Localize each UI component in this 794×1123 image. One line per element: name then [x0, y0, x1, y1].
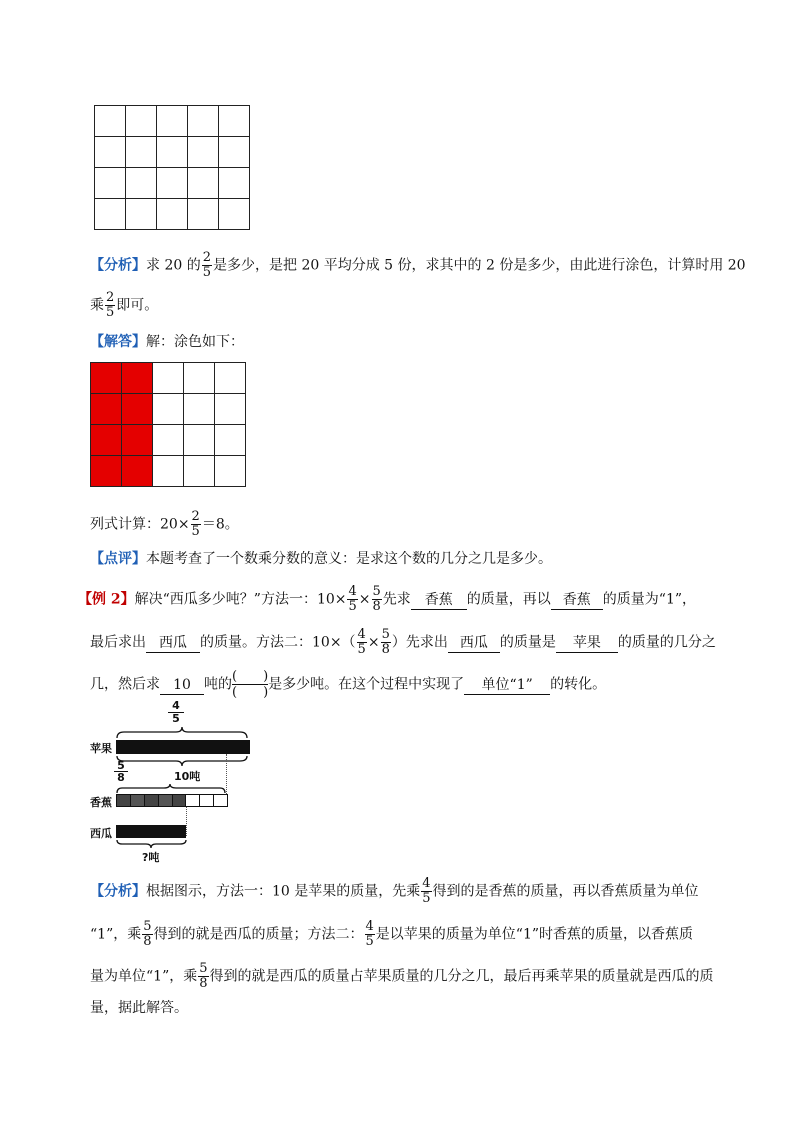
watermelon-label: 西瓜 [90, 827, 112, 840]
fraction: $\frac{5}{8}$ [372, 584, 381, 614]
grid-cell [219, 199, 250, 230]
fraction: $\frac{2}{5}$ [106, 290, 115, 320]
grid-cell [91, 456, 122, 487]
answer-blank: 10 [160, 676, 204, 695]
grid-cell [188, 199, 219, 230]
grid-cell [184, 456, 215, 487]
placeholder-fraction: ( ) ( ) [232, 669, 269, 700]
fraction: $\frac{4}{5}$ [357, 627, 366, 657]
analysis2-line2: “1”，乘 $\frac{5}{8}$ 得到的就是西瓜的质量；方法二： $\frac{4}{5}$ 是以苹果的质量为单位“1”时香蕉的质量，以香蕉质 [90, 919, 694, 949]
fraction: $\frac{4}{5}$ [348, 584, 357, 614]
grid-cell [188, 106, 219, 137]
analysis1-line1: 【分析】求 20 的 $\frac{2}{5}$ 是多少，是把 20 平均分成 5 份，求其中的 2 份是多少，由此进行涂色，计算时用 20 [90, 250, 746, 280]
example2-line1: 【例 2】解决“西瓜多少吨？”方法一：10× $\frac{4}{5}$ × $\frac{5}{8}$ 先求 香蕉 的质量，再以 香蕉 的质量为“1”， [78, 584, 697, 614]
fraction: $\frac{2}{5}$ [202, 250, 211, 280]
fraction: $\frac{5}{8}$ [143, 919, 152, 949]
grid-cell [188, 168, 219, 199]
empty-grid [94, 105, 250, 230]
answer-blank: 香蕉 [551, 591, 603, 610]
grid-cell [184, 394, 215, 425]
analysis2-line4: 量，据此解答。 [90, 1000, 188, 1016]
top-brace [116, 726, 248, 740]
grid-cell [126, 168, 157, 199]
grid-cell [215, 363, 246, 394]
banana-label: 香蕉 [90, 796, 112, 809]
grid-cell [157, 137, 188, 168]
diagram-mid-fraction: 5 8 [114, 760, 128, 783]
analysis-tag: 【分析】 [90, 883, 146, 900]
grid-cell [95, 168, 126, 199]
answer-tag: 【解答】 [90, 334, 146, 350]
grid-cell [215, 394, 246, 425]
fraction: $\frac{4}{5}$ [365, 919, 374, 949]
analysis-tag: 【分析】 [90, 257, 146, 274]
answer-blank: 单位“1” [464, 676, 550, 695]
fraction: $\frac{5}{8}$ [381, 627, 390, 657]
comment1-line: 【点评】本题考查了一个数乘分数的意义：是求这个数的几分之几是多少。 [90, 551, 552, 567]
grid-cell [215, 425, 246, 456]
grid-cell [157, 168, 188, 199]
analysis2-line1: 【分析】根据图示，方法一：10 是苹果的质量，先乘 $\frac{4}{5}$ 得到的是香蕉的质量，再以香蕉质量为单位 [90, 876, 699, 906]
watermelon-brace [116, 839, 188, 849]
apple-label: 苹果 [90, 742, 112, 755]
apple-brace [116, 755, 248, 767]
grid-cell [126, 199, 157, 230]
grid-cell [95, 199, 126, 230]
fraction: $\frac{4}{5}$ [422, 876, 431, 906]
answer-blank: 香蕉 [411, 591, 467, 610]
answer1-line: 【解答】解：涂色如下： [90, 334, 244, 350]
grid-cell [126, 137, 157, 168]
calculation-line: 列式计算：20× $\frac{2}{5}$ ＝8。 [90, 509, 239, 539]
grid-cell [153, 456, 184, 487]
grid-cell [122, 363, 153, 394]
answer-blank: 苹果 [556, 634, 618, 653]
answer-blank: 西瓜 [146, 634, 200, 653]
grid-cell [219, 168, 250, 199]
grid-cell [122, 425, 153, 456]
grid-cell [157, 106, 188, 137]
dotted-guide [226, 754, 227, 796]
grid-cell [184, 425, 215, 456]
fraction: $\frac{2}{5}$ [191, 509, 200, 539]
comment-tag: 【点评】 [90, 551, 146, 567]
grid-cell [153, 425, 184, 456]
answer-blank: 西瓜 [448, 634, 500, 653]
dotted-guide [186, 804, 187, 836]
grid-cell [95, 137, 126, 168]
ten-tons-label: 10吨 [174, 770, 201, 783]
watermelon-bar [116, 825, 186, 838]
analysis2-line3: 量为单位“1”，乘 $\frac{5}{8}$ 得到的就是西瓜的质量占苹果质量的几分之几，最后再乘苹果的质量就是西瓜的质 [90, 961, 714, 991]
fraction: $\frac{5}{8}$ [199, 961, 208, 991]
grid-cell [188, 137, 219, 168]
banana-bar [116, 794, 228, 807]
grid-cell [215, 456, 246, 487]
grid-cell [153, 363, 184, 394]
grid-cell [219, 106, 250, 137]
shaded-grid [90, 362, 246, 487]
grid-cell [153, 394, 184, 425]
banana-brace [116, 784, 226, 794]
grid-cell [95, 106, 126, 137]
weight-diagram [88, 698, 268, 868]
grid-cell [126, 106, 157, 137]
unknown-tons-label: ?吨 [142, 851, 160, 864]
diagram-top-fraction: 4 5 [168, 700, 184, 725]
grid-cell [91, 363, 122, 394]
example2-line3: 几，然后求 10 吨的 ( ) ( ) 是多少吨。在这个过程中实现了 单位“1” 的转化。 [90, 669, 607, 700]
grid-cell [122, 456, 153, 487]
example-tag: 【例 2】 [78, 591, 135, 608]
grid-cell [157, 199, 188, 230]
apple-bar [116, 740, 250, 754]
grid-cell [122, 394, 153, 425]
example2-line2: 最后求出 西瓜 的质量。方法二：10×（ $\frac{4}{5}$ × $\frac{5}{8}$ ）先求出 西瓜 的质量是 苹果 的质量的几分之 [90, 627, 716, 657]
grid-cell [91, 394, 122, 425]
grid-cell [184, 363, 215, 394]
analysis1-line2: 乘 $\frac{2}{5}$ 即可。 [90, 290, 159, 320]
grid-cell [91, 425, 122, 456]
grid-cell [219, 137, 250, 168]
